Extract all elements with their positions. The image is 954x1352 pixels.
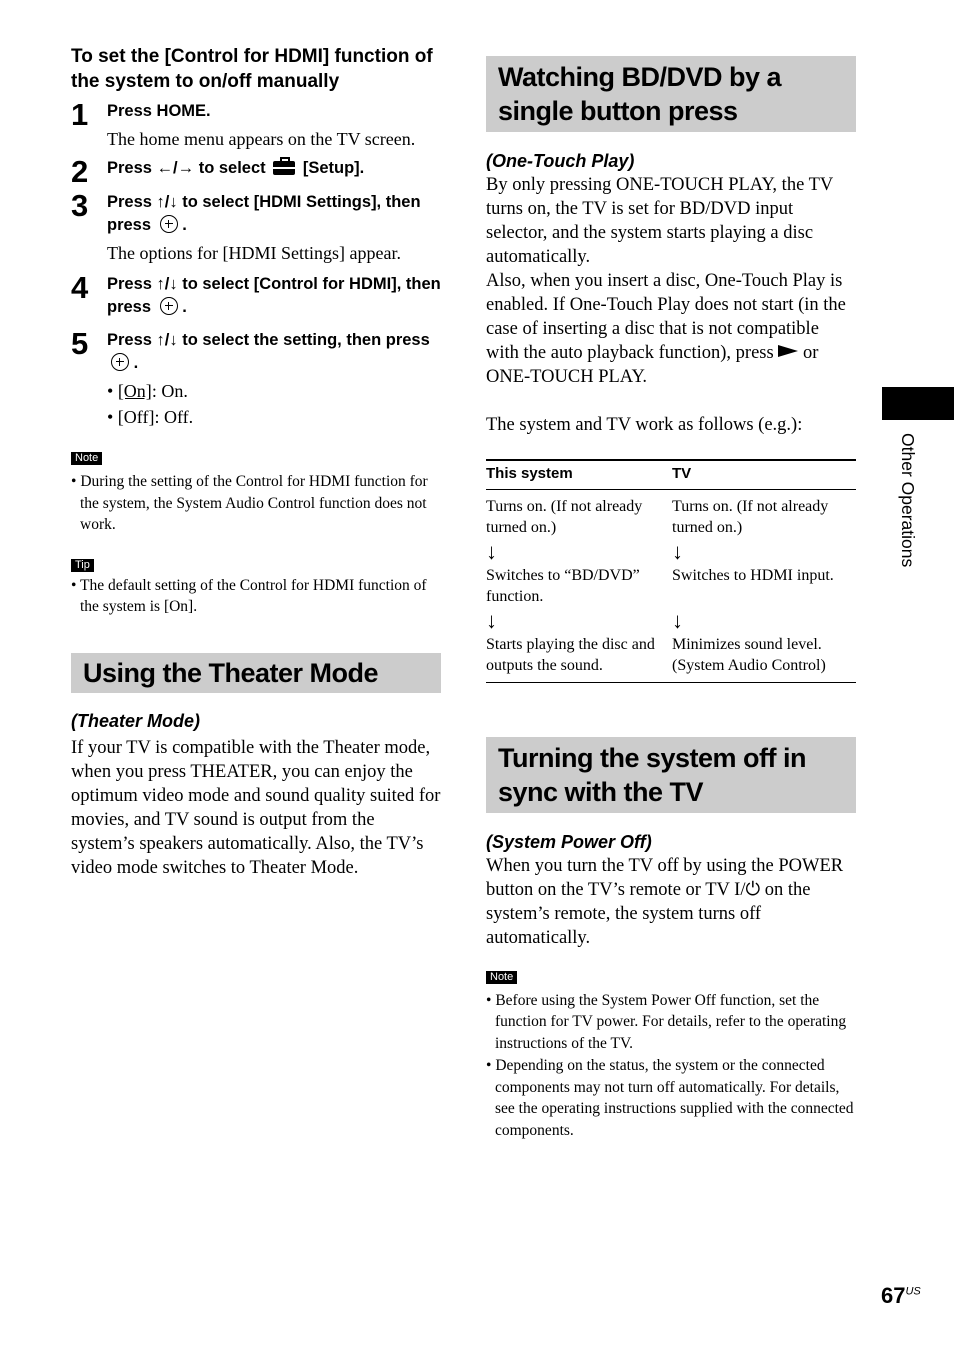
- table-cell: Starts playing the disc and outputs the sound.: [486, 634, 672, 683]
- step-text: [Setup].: [302, 159, 365, 177]
- step-text: .: [182, 298, 187, 316]
- enter-button-icon: [160, 215, 178, 233]
- one-touch-banner: Watching BD/DVD by a single button press: [486, 56, 856, 132]
- table-cell: Turns on. (If not already turned on.): [486, 497, 643, 536]
- step-5: [71, 326, 441, 429]
- left-column: [71, 44, 441, 880]
- step-text: .: [182, 216, 187, 234]
- enter-button-icon: [160, 297, 178, 315]
- step-text: Press ↑/↓ to select [HDMI Settings], then press: [107, 193, 421, 234]
- step-instruction: [107, 329, 441, 375]
- step-number: 4: [71, 270, 89, 305]
- page-number: [881, 1283, 921, 1309]
- power-off-body: When you turn the TV off by using the POWER button on the TV’s remote or TV I/⏻ on the system’s remote, the system turns off automatically.: [486, 855, 844, 948]
- step-instruction: [107, 273, 441, 319]
- step-text: Press ↑/↓ to select [Control for HDMI], then press: [107, 275, 441, 316]
- step-description: The options for [HDMI Settings] appear.: [107, 243, 401, 263]
- note-text: • Before using the System Power Off function, set the function for TV power. For details, refer to the operating instructions of the TV.: [486, 991, 847, 1052]
- step-number: 1: [71, 97, 89, 132]
- note-content: During the setting of the Control for HDMI function for the system, the System Audio Control function does not work.: [80, 473, 428, 533]
- one-touch-paragraph-3: The system and TV work as follows (e.g.):: [486, 415, 803, 435]
- note-text: • During the setting of the Control for HDMI function for the system, the System Audio Control function does not work.: [71, 473, 428, 533]
- step-number: 2: [71, 154, 89, 189]
- step-3: [71, 188, 441, 265]
- play-icon: [778, 345, 798, 357]
- step-option-on: • [On]: On.: [107, 381, 188, 401]
- down-arrow-icon: ↓: [486, 607, 497, 633]
- step-2: [71, 154, 441, 189]
- paragraph-text: or ONE-TOUCH PLAY.: [486, 343, 819, 387]
- system-tv-table: [486, 459, 856, 683]
- step-instruction: [107, 191, 441, 237]
- step-text: .: [133, 354, 139, 372]
- note-block: [486, 967, 856, 1142]
- theater-mode-banner: Using the Theater Mode: [71, 653, 441, 693]
- tip-content: The default setting of the Control for HDMI function of the system is [On].: [80, 576, 427, 615]
- tip-badge: Tip: [71, 559, 94, 572]
- down-arrow-icon: ↓: [672, 538, 683, 564]
- one-touch-paragraph-1: By only pressing ONE-TOUCH PLAY, the TV turns on, the TV is set for BD/DVD input selector, and the system starts playing a disc automatically.: [486, 175, 833, 267]
- enter-button-icon: [111, 353, 129, 371]
- power-off-subtitle: (System Power Off): [486, 831, 652, 852]
- table-row: [486, 634, 856, 683]
- table-row: [486, 489, 856, 539]
- step-1: [71, 97, 441, 151]
- tip-text: • The default setting of the Control for HDMI function of the system is [On].: [71, 576, 427, 615]
- page-number-value: 67: [881, 1283, 906, 1308]
- table-row: [486, 565, 856, 608]
- one-touch-subtitle: (One-Touch Play): [486, 151, 635, 171]
- note-text: • Depending on the status, the system or the connected components may not turn off automatically. For details, see the operating instructions supplied with the connected components.: [486, 1057, 854, 1139]
- page-region-suffix: US: [905, 1285, 921, 1298]
- option-text: : On.: [151, 381, 188, 401]
- table-header-row: [486, 460, 856, 489]
- note-block: [71, 448, 441, 536]
- table-cell: Switches to HDMI input.: [672, 566, 834, 584]
- section-heading-control-hdmi: To set the [Control for HDMI] function of the system to on/off manually: [71, 46, 433, 92]
- step-instruction: Press HOME.: [107, 102, 211, 120]
- table-cell: Turns on. (If not already turned on.): [672, 497, 829, 536]
- note-content: Depending on the status, the system or the connected components may not turn off automatically. For details, see the operating instructions supplied with the connected components.: [495, 1057, 854, 1139]
- table-header: This system: [486, 460, 672, 489]
- one-touch-paragraph-2: [486, 269, 856, 389]
- step-4: [71, 270, 441, 319]
- table-header: TV: [672, 460, 856, 489]
- option-key: [On]: [117, 381, 152, 401]
- theater-mode-subtitle: (Theater Mode): [71, 710, 201, 731]
- step-number: 5: [71, 326, 89, 361]
- paragraph-text: Also, when you insert a disc, One-Touch Play is enabled. If One-Touch Play does not start (in the case of inserting a disc that is not compatible with the auto playback function), press: [486, 271, 846, 363]
- step-number: 3: [71, 188, 89, 223]
- right-column: [486, 56, 856, 1141]
- table-row: [486, 539, 856, 565]
- step-text: Press ←/→ to select: [107, 159, 266, 177]
- note-badge: Note: [71, 452, 102, 465]
- theater-mode-body: If your TV is compatible with the Theater mode, when you press THEATER, you can enjoy the optimum video mode and sound quality suited for movies, and TV sound is output from the system’s speakers automatically. Also, the TV’s video mode switches to Theater Mode.: [71, 737, 441, 878]
- note-content: Before using the System Power Off function, set the function for TV power. For details, refer to the operating instructions of the TV.: [495, 991, 847, 1052]
- step-description: The home menu appears on the TV screen.: [107, 129, 416, 149]
- table-cell: Switches to “BD/DVD” function.: [486, 566, 640, 605]
- side-section-label: Other Operations: [898, 433, 918, 568]
- step-option-off: • [Off]: Off.: [107, 407, 194, 427]
- down-arrow-icon: ↓: [486, 538, 497, 564]
- table-cell: Minimizes sound level. (System Audio Control): [672, 634, 856, 683]
- step-instruction: [107, 157, 441, 180]
- table-row: [486, 608, 856, 634]
- step-text: Press ↑/↓ to select the setting, then press: [107, 331, 430, 349]
- toolbox-icon: [273, 161, 295, 175]
- down-arrow-icon: ↓: [672, 607, 683, 633]
- power-off-banner: Turning the system off in sync with the TV: [486, 737, 856, 813]
- section-tab-marker: [882, 387, 954, 420]
- tip-block: [71, 555, 441, 618]
- note-badge: Note: [486, 971, 517, 984]
